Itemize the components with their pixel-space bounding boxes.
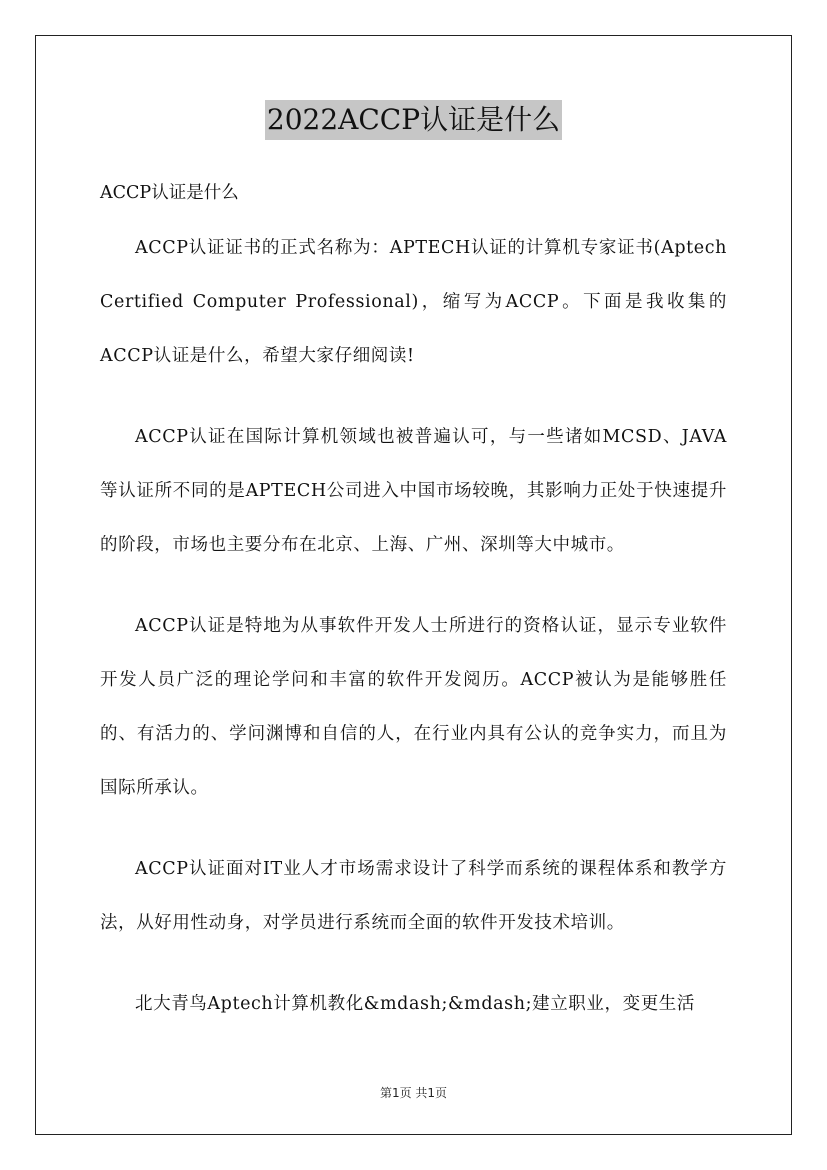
- paragraph-5: 北大青鸟Aptech计算机教化&mdash;&mdash;建立职业，变更生活: [135, 994, 696, 1014]
- title-container: [0, 100, 827, 140]
- page-footer: 第1页 共1页: [379, 1086, 448, 1100]
- document-subtitle: ACCP认证是什么: [100, 183, 239, 203]
- document-body: [100, 180, 727, 1031]
- paragraph-1: ACCP认证证书的正式名称为：APTECH认证的计算机专家证书(Aptech Certified Computer Professional)，缩写为ACCP。下面是我收集的ACCP认证是什么，希望大家仔细阅读!: [100, 238, 727, 366]
- paragraph-4: ACCP认证面对IT业人才市场需求设计了科学而系统的课程体系和教学方法，从好用性动身，对学员进行系统而全面的软件开发技术培训。: [100, 859, 727, 933]
- paragraph-3: ACCP认证是特地为从事软件开发人士所进行的资格认证，显示专业软件开发人员广泛的理论学问和丰富的软件开发阅历。ACCP被认为是能够胜任的、有活力的、学问渊博和自信的人，在行业内具有公认的竞争实力，而且为国际所承认。: [100, 616, 727, 798]
- document-title: 2022ACCP认证是什么: [265, 100, 562, 140]
- paragraph-2: ACCP认证在国际计算机领域也被普遍认可，与一些诸如MCSD、JAVA等认证所不同的是APTECH公司进入中国市场较晚，其影响力正处于快速提升的阶段，市场也主要分布在北京、上海、广州、深圳等大中城市。: [100, 427, 727, 555]
